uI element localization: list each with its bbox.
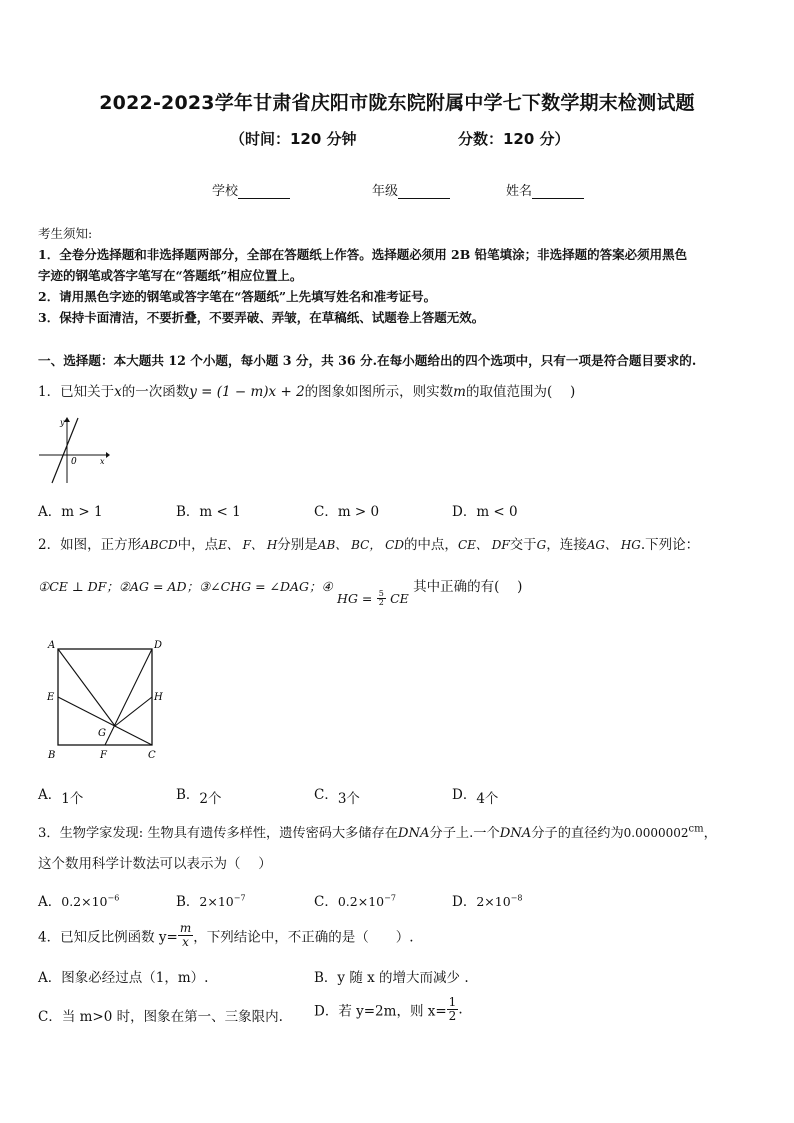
q4-option-b[interactable]: B．y 随 x 的增大而减少 .	[314, 970, 469, 986]
fraction-numerator: 5	[378, 589, 384, 598]
option-base: 2×10	[199, 894, 234, 909]
q2-text: 其中正确的有( )	[413, 579, 523, 595]
option-label: D．	[452, 894, 477, 910]
option-text: .	[458, 1001, 463, 1018]
q3-dna: DNA	[397, 826, 430, 841]
school-field	[212, 180, 290, 199]
option-text: D．若 y=2m，则 x=	[314, 1003, 447, 1020]
q1-option-d[interactable]: D．m < 0	[452, 504, 518, 520]
y-label: y	[60, 418, 65, 427]
q1-option-b[interactable]: B．m < 1	[176, 504, 241, 520]
q2-text: 2．如图，正方形	[38, 537, 142, 553]
option-base: 2×10	[476, 894, 511, 909]
q2-segments: AG、 HG	[586, 538, 641, 552]
option-label: D．	[452, 787, 477, 803]
fraction-denominator: 2	[448, 1009, 457, 1023]
q4-option-d[interactable]	[314, 996, 463, 1023]
q3-unit: cm	[688, 823, 704, 835]
exam-score: 分数：120 分）	[458, 130, 570, 148]
notice-item: 1．全卷分选择题和非选择题两部分，全部在答题纸上作答。选择题必须用 2B 铅笔填涂；非选择题的答案必须用黑色	[38, 247, 688, 262]
q3-option-b[interactable]	[176, 890, 246, 910]
fraction-denominator: x	[182, 935, 189, 949]
label-b: B	[48, 750, 56, 761]
q2-square-figure	[42, 636, 172, 766]
q2-point-g: G	[536, 538, 547, 552]
name-blank	[532, 186, 584, 199]
option-value: 2个	[199, 791, 222, 807]
fraction-numerator: 1	[448, 995, 457, 1009]
q2-text: 的中点，	[403, 537, 458, 553]
q2-option-c[interactable]	[314, 783, 360, 807]
option-label: B．	[176, 894, 200, 910]
q4-option-a[interactable]: A．图象必经过点（1，m）.	[38, 970, 209, 986]
q2-conclusions	[38, 575, 523, 607]
q1-text: 1．已知关于	[38, 384, 115, 400]
segment-hg	[115, 697, 152, 726]
notice-item: 字迹的钢笔或答字笔写在“答题纸”相应位置上。	[38, 268, 303, 283]
function-line	[52, 418, 78, 483]
exam-time: （时间：120 分钟	[230, 130, 357, 148]
question-4	[38, 922, 414, 949]
question-1	[38, 380, 575, 400]
fraction-denominator: 2	[378, 598, 384, 607]
q4-option-c[interactable]: C．当 m>0 时，图象在第一、三象限内.	[38, 1009, 283, 1025]
segment-ag	[58, 649, 115, 726]
label-e: E	[47, 692, 55, 703]
notice-item: 2．请用黑色字迹的钢笔或答字笔在“答题纸”上先填写姓名和准考证号。	[38, 289, 437, 304]
section-heading: 一、选择题：本大题共 12 个小题，每小题 3 分，共 36 分.在每小题给出的四个选项中，只有一项是符合题目要求的.	[38, 353, 697, 368]
label-c: C	[148, 750, 156, 761]
option-label: A．	[38, 787, 62, 803]
q2-points: E、 F、 H	[218, 538, 278, 552]
q4-fraction	[178, 922, 193, 949]
q1-text: 的取值范围为( )	[465, 384, 576, 400]
segment-df	[105, 649, 152, 745]
label-a: A	[48, 640, 56, 651]
option-label: C．	[314, 787, 338, 803]
q2-c4-fraction	[377, 590, 386, 607]
option-exponent: −7	[233, 893, 246, 903]
q3-text: ，	[703, 826, 717, 841]
q2-text: 交于	[509, 537, 537, 553]
q3-dna: DNA	[499, 826, 532, 841]
q1-text: 的图象如图所示，则实数	[304, 384, 454, 400]
label-d: D	[154, 640, 163, 651]
q1-var-m: m	[453, 384, 466, 400]
q2-square: ABCD	[141, 538, 178, 552]
q2-c4-lhs: HG =	[337, 591, 373, 606]
q3-option-c[interactable]	[314, 890, 396, 910]
option-label: B．	[176, 787, 200, 803]
option-label: C．	[314, 894, 338, 910]
q4-d-fraction	[447, 996, 459, 1023]
grade-label: 年级	[372, 184, 399, 199]
option-exponent: −8	[510, 893, 523, 903]
q2-text: 分别是	[277, 537, 318, 553]
q1-graph	[36, 415, 112, 485]
q3-option-d[interactable]	[452, 890, 522, 910]
q2-text: ，连接	[546, 537, 587, 553]
option-base: 0.2×10	[337, 894, 385, 909]
question-2	[38, 533, 699, 553]
q3-text: 3．生物学家发现: 生物具有遗传多样性，遗传密码大多储存在	[38, 826, 398, 841]
label-h: H	[154, 692, 163, 703]
q3-line-2: 这个数用科学计数法可以表示为（ ）	[38, 856, 272, 872]
q1-option-c[interactable]: C．m > 0	[314, 504, 380, 520]
q1-var-x: x	[114, 384, 122, 400]
origin-label: 0	[71, 457, 77, 467]
label-f: F	[100, 750, 107, 761]
q1-formula: y = (1 − m)x + 2	[189, 384, 305, 400]
q2-c4-rhs: CE	[390, 591, 409, 606]
grade-blank	[398, 186, 450, 199]
option-value: 3个	[337, 791, 360, 807]
option-value: 4个	[476, 791, 499, 807]
option-base: 0.2×10	[61, 894, 108, 909]
notice-item: 3．保持卡面清洁，不要折叠，不要弄破、弄皱，在草稿纸、试题卷上答题无效。	[38, 310, 485, 325]
option-exponent: −7	[384, 893, 396, 903]
school-label: 学校	[212, 184, 239, 199]
option-value: 1个	[61, 791, 84, 807]
notice-heading: 考生须知:	[38, 226, 93, 241]
name-field	[506, 180, 584, 199]
q2-text: .下列论：	[640, 537, 700, 553]
q2-text: 中，点	[177, 537, 219, 553]
school-blank	[238, 186, 290, 199]
option-label: A．	[38, 894, 62, 910]
q2-lines: CE、 DF	[457, 538, 510, 552]
page-title: 2022-2023学年甘肃省庆阳市陇东院附属中学七下数学期末检测试题	[99, 92, 695, 114]
q2-option-b[interactable]	[176, 783, 222, 807]
q3-text: 分子的直径约为	[531, 826, 624, 841]
x-label: x	[100, 457, 105, 466]
grade-field	[372, 180, 450, 199]
q3-text: 分子上.一个	[429, 826, 500, 841]
q3-value: 0.0000002	[623, 826, 689, 840]
question-3	[38, 822, 717, 841]
q3-option-a[interactable]	[38, 890, 119, 910]
q2-sides: AB、 BC， CD	[317, 538, 404, 552]
q4-text: 4．已知反比例函数 y=	[38, 929, 178, 946]
q2-option-d[interactable]	[452, 783, 499, 807]
q2-option-a[interactable]	[38, 783, 84, 807]
fraction-numerator: m	[179, 921, 192, 935]
q1-text: 的一次函数	[121, 384, 190, 400]
label-g: G	[98, 728, 106, 739]
q2-conclusion-list: ①CE ⊥ DF；②AG = AD；③∠CHG = ∠DAG；④	[38, 579, 333, 594]
q1-option-a[interactable]: A．m > 1	[38, 504, 103, 520]
option-exponent: −6	[107, 893, 120, 903]
q4-text: ，下列结论中，不正确的是（ ）.	[193, 929, 414, 946]
name-label: 姓名	[506, 184, 533, 199]
